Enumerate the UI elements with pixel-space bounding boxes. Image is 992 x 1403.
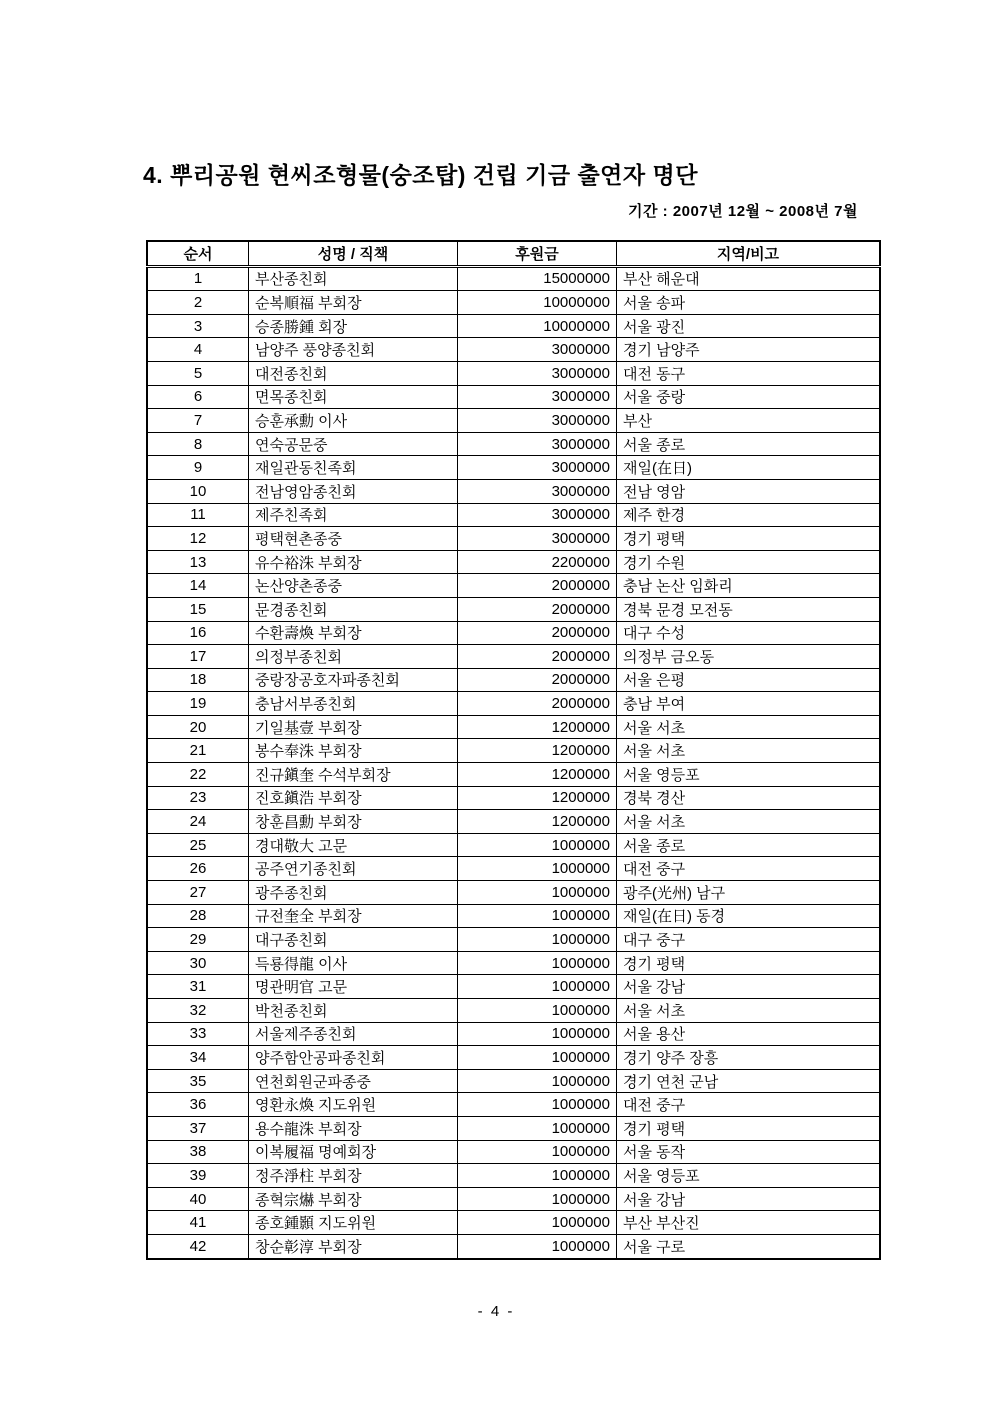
cell-amount: 2000000	[458, 621, 617, 645]
cell-amount: 2000000	[458, 574, 617, 598]
cell-region: 경기 평택	[617, 951, 881, 975]
cell-name: 광주종친회	[249, 881, 458, 905]
cell-region: 의정부 금오동	[617, 645, 881, 669]
cell-amount: 1000000	[458, 1093, 617, 1117]
cell-amount: 3000000	[458, 456, 617, 480]
cell-no: 28	[147, 904, 249, 928]
cell-name: 박천종친회	[249, 999, 458, 1023]
cell-name: 기일基壹 부회장	[249, 715, 458, 739]
cell-no: 1	[147, 266, 249, 291]
cell-amount: 1200000	[458, 739, 617, 763]
cell-amount: 3000000	[458, 338, 617, 362]
cell-no: 34	[147, 1046, 249, 1070]
table-header	[147, 241, 880, 266]
cell-region: 서울 동작	[617, 1140, 881, 1164]
table-row	[147, 1140, 880, 1164]
cell-region: 경기 남양주	[617, 338, 881, 362]
cell-region: 서울 구로	[617, 1234, 881, 1258]
cell-amount: 1000000	[458, 1069, 617, 1093]
cell-no: 39	[147, 1164, 249, 1188]
cell-name: 공주연기종친회	[249, 857, 458, 881]
table-row	[147, 1116, 880, 1140]
cell-amount: 3000000	[458, 527, 617, 551]
header-name: 성명 / 직책	[249, 241, 458, 266]
table-row	[147, 645, 880, 669]
cell-region: 경북 문경 모전동	[617, 597, 881, 621]
cell-region: 경기 평택	[617, 1116, 881, 1140]
cell-region: 서울 서초	[617, 999, 881, 1023]
cell-amount: 1000000	[458, 975, 617, 999]
cell-amount: 1000000	[458, 1140, 617, 1164]
cell-no: 35	[147, 1069, 249, 1093]
cell-no: 31	[147, 975, 249, 999]
cell-region: 서울 서초	[617, 739, 881, 763]
cell-no: 40	[147, 1187, 249, 1211]
cell-no: 5	[147, 361, 249, 385]
cell-name: 승훈承勳 이사	[249, 409, 458, 433]
cell-name: 정주淨柱 부회장	[249, 1164, 458, 1188]
table-body	[147, 266, 880, 1258]
cell-no: 41	[147, 1211, 249, 1235]
cell-region: 서울 서초	[617, 715, 881, 739]
table-row	[147, 928, 880, 952]
cell-amount: 1000000	[458, 1116, 617, 1140]
cell-no: 22	[147, 763, 249, 787]
cell-region: 대전 중구	[617, 857, 881, 881]
cell-no: 7	[147, 409, 249, 433]
cell-no: 30	[147, 951, 249, 975]
table-row	[147, 739, 880, 763]
cell-name: 진규鎭奎 수석부회장	[249, 763, 458, 787]
cell-name: 연천회원군파종중	[249, 1069, 458, 1093]
cell-region: 경기 평택	[617, 527, 881, 551]
cell-no: 17	[147, 645, 249, 669]
cell-no: 38	[147, 1140, 249, 1164]
cell-region: 서울 종로	[617, 432, 881, 456]
cell-amount: 1000000	[458, 1211, 617, 1235]
table-row	[147, 479, 880, 503]
donor-table	[146, 240, 881, 1260]
table-row	[147, 1022, 880, 1046]
cell-no: 27	[147, 881, 249, 905]
table-row	[147, 1164, 880, 1188]
table-row	[147, 904, 880, 928]
cell-amount: 3000000	[458, 479, 617, 503]
cell-region: 부산 해운대	[617, 266, 881, 291]
cell-region: 서울 광진	[617, 314, 881, 338]
cell-amount: 1000000	[458, 904, 617, 928]
cell-no: 10	[147, 479, 249, 503]
cell-name: 재일관동친족회	[249, 456, 458, 480]
cell-name: 서울제주종친회	[249, 1022, 458, 1046]
cell-no: 18	[147, 668, 249, 692]
cell-amount: 1000000	[458, 951, 617, 975]
period-label: 기간 : 2007년 12월 ~ 2008년 7월	[628, 203, 858, 220]
cell-region: 경기 양주 장흥	[617, 1046, 881, 1070]
cell-region: 부산	[617, 409, 881, 433]
cell-amount: 1000000	[458, 881, 617, 905]
cell-amount: 1000000	[458, 833, 617, 857]
cell-region: 광주(光州) 남구	[617, 881, 881, 905]
cell-name: 진호鎭浩 부회장	[249, 786, 458, 810]
cell-no: 26	[147, 857, 249, 881]
page-number: - 4 -	[477, 1303, 515, 1320]
cell-no: 32	[147, 999, 249, 1023]
cell-name: 이복履福 명예회장	[249, 1140, 458, 1164]
cell-name: 충남서부종친회	[249, 692, 458, 716]
cell-no: 3	[147, 314, 249, 338]
table-row	[147, 409, 880, 433]
cell-region: 서울 서초	[617, 810, 881, 834]
cell-amount: 1000000	[458, 1187, 617, 1211]
cell-amount: 3000000	[458, 361, 617, 385]
cell-name: 규전奎全 부회장	[249, 904, 458, 928]
cell-region: 서울 영등포	[617, 1164, 881, 1188]
cell-region: 서울 종로	[617, 833, 881, 857]
table-row	[147, 456, 880, 480]
table-row	[147, 503, 880, 527]
cell-name: 명관明官 고문	[249, 975, 458, 999]
cell-region: 서울 은평	[617, 668, 881, 692]
page-title: 4. 뿌리공원 현씨조형물(숭조탑) 건립 기금 출연자 명단	[143, 162, 698, 188]
cell-amount: 3000000	[458, 409, 617, 433]
cell-amount: 3000000	[458, 432, 617, 456]
table-row	[147, 597, 880, 621]
cell-name: 남양주 풍양종친회	[249, 338, 458, 362]
cell-name: 창순彰淳 부회장	[249, 1234, 458, 1258]
cell-no: 14	[147, 574, 249, 598]
cell-amount: 10000000	[458, 291, 617, 315]
cell-name: 중랑장공호자파종친회	[249, 668, 458, 692]
cell-region: 서울 용산	[617, 1022, 881, 1046]
cell-amount: 15000000	[458, 266, 617, 291]
table-row	[147, 999, 880, 1023]
cell-amount: 3000000	[458, 503, 617, 527]
cell-name: 종혁宗爀 부회장	[249, 1187, 458, 1211]
table-row	[147, 338, 880, 362]
cell-name: 평택현촌종중	[249, 527, 458, 551]
table-row	[147, 1069, 880, 1093]
cell-region: 충남 논산 임화리	[617, 574, 881, 598]
table-row	[147, 668, 880, 692]
table-row	[147, 810, 880, 834]
table-row	[147, 527, 880, 551]
cell-amount: 1000000	[458, 999, 617, 1023]
table-row	[147, 1211, 880, 1235]
cell-amount: 1200000	[458, 786, 617, 810]
cell-no: 21	[147, 739, 249, 763]
cell-name: 연숙공문중	[249, 432, 458, 456]
cell-no: 24	[147, 810, 249, 834]
cell-no: 4	[147, 338, 249, 362]
cell-name: 득룡得龍 이사	[249, 951, 458, 975]
cell-amount: 3000000	[458, 385, 617, 409]
cell-region: 서울 송파	[617, 291, 881, 315]
cell-region: 부산 부산진	[617, 1211, 881, 1235]
cell-no: 12	[147, 527, 249, 551]
cell-no: 16	[147, 621, 249, 645]
cell-name: 부산종친회	[249, 266, 458, 291]
cell-region: 재일(在日) 동경	[617, 904, 881, 928]
cell-name: 용수龍洙 부회장	[249, 1116, 458, 1140]
cell-name: 영환永煥 지도위원	[249, 1093, 458, 1117]
cell-amount: 2000000	[458, 692, 617, 716]
table-row	[147, 432, 880, 456]
cell-region: 대구 수성	[617, 621, 881, 645]
cell-amount: 1000000	[458, 928, 617, 952]
cell-region: 대전 중구	[617, 1093, 881, 1117]
cell-name: 양주함안공파종친회	[249, 1046, 458, 1070]
table-row	[147, 763, 880, 787]
cell-name: 승종勝鍾 회장	[249, 314, 458, 338]
cell-region: 서울 중랑	[617, 385, 881, 409]
table-row	[147, 1234, 880, 1258]
cell-name: 순복順福 부회장	[249, 291, 458, 315]
cell-amount: 1200000	[458, 810, 617, 834]
cell-name: 의정부종친회	[249, 645, 458, 669]
table-row	[147, 857, 880, 881]
cell-amount: 1000000	[458, 857, 617, 881]
table-row	[147, 715, 880, 739]
table-row	[147, 975, 880, 999]
table-row	[147, 574, 880, 598]
cell-amount: 1200000	[458, 715, 617, 739]
cell-amount: 1000000	[458, 1022, 617, 1046]
table-row	[147, 361, 880, 385]
cell-region: 경기 연천 군남	[617, 1069, 881, 1093]
cell-region: 충남 부여	[617, 692, 881, 716]
cell-no: 6	[147, 385, 249, 409]
cell-no: 11	[147, 503, 249, 527]
cell-amount: 2000000	[458, 668, 617, 692]
cell-name: 제주친족회	[249, 503, 458, 527]
cell-amount: 1000000	[458, 1046, 617, 1070]
cell-amount: 1000000	[458, 1234, 617, 1258]
cell-name: 창훈昌勳 부회장	[249, 810, 458, 834]
cell-no: 42	[147, 1234, 249, 1258]
cell-name: 봉수奉洙 부회장	[249, 739, 458, 763]
cell-region: 제주 한경	[617, 503, 881, 527]
cell-amount: 10000000	[458, 314, 617, 338]
cell-region: 서울 강남	[617, 975, 881, 999]
cell-region: 경기 수원	[617, 550, 881, 574]
cell-name: 면목종친회	[249, 385, 458, 409]
cell-no: 23	[147, 786, 249, 810]
table-row	[147, 881, 880, 905]
table-row	[147, 1046, 880, 1070]
cell-no: 13	[147, 550, 249, 574]
cell-name: 대구종친회	[249, 928, 458, 952]
header-amount: 후원금	[458, 241, 617, 266]
cell-region: 서울 강남	[617, 1187, 881, 1211]
cell-amount: 2000000	[458, 597, 617, 621]
header-order: 순서	[147, 241, 249, 266]
cell-region: 서울 영등포	[617, 763, 881, 787]
cell-amount: 2200000	[458, 550, 617, 574]
cell-name: 수환壽煥 부회장	[249, 621, 458, 645]
cell-region: 대구 중구	[617, 928, 881, 952]
cell-no: 20	[147, 715, 249, 739]
cell-no: 36	[147, 1093, 249, 1117]
cell-no: 15	[147, 597, 249, 621]
table-row	[147, 1187, 880, 1211]
cell-no: 33	[147, 1022, 249, 1046]
cell-name: 종호鍾顥 지도위원	[249, 1211, 458, 1235]
table-row	[147, 621, 880, 645]
cell-amount: 2000000	[458, 645, 617, 669]
cell-region: 경북 경산	[617, 786, 881, 810]
cell-no: 2	[147, 291, 249, 315]
cell-no: 29	[147, 928, 249, 952]
cell-name: 문경종친회	[249, 597, 458, 621]
cell-region: 재일(在日)	[617, 456, 881, 480]
header-region: 지역/비고	[617, 241, 881, 266]
cell-no: 8	[147, 432, 249, 456]
cell-no: 37	[147, 1116, 249, 1140]
cell-name: 대전종친회	[249, 361, 458, 385]
cell-region: 대전 동구	[617, 361, 881, 385]
cell-name: 논산양촌종중	[249, 574, 458, 598]
cell-no: 25	[147, 833, 249, 857]
table-row	[147, 291, 880, 315]
table-row	[147, 786, 880, 810]
table-row	[147, 692, 880, 716]
table-row	[147, 550, 880, 574]
cell-amount: 1000000	[458, 1164, 617, 1188]
cell-no: 19	[147, 692, 249, 716]
cell-no: 9	[147, 456, 249, 480]
table-row	[147, 1093, 880, 1117]
table-row	[147, 314, 880, 338]
table-row	[147, 833, 880, 857]
header-row	[147, 241, 880, 266]
cell-name: 전남영암종친회	[249, 479, 458, 503]
table-row	[147, 266, 880, 291]
table-row	[147, 385, 880, 409]
cell-name: 유수裕洙 부회장	[249, 550, 458, 574]
cell-region: 전남 영암	[617, 479, 881, 503]
table-row	[147, 951, 880, 975]
cell-amount: 1200000	[458, 763, 617, 787]
cell-name: 경대敬大 고문	[249, 833, 458, 857]
